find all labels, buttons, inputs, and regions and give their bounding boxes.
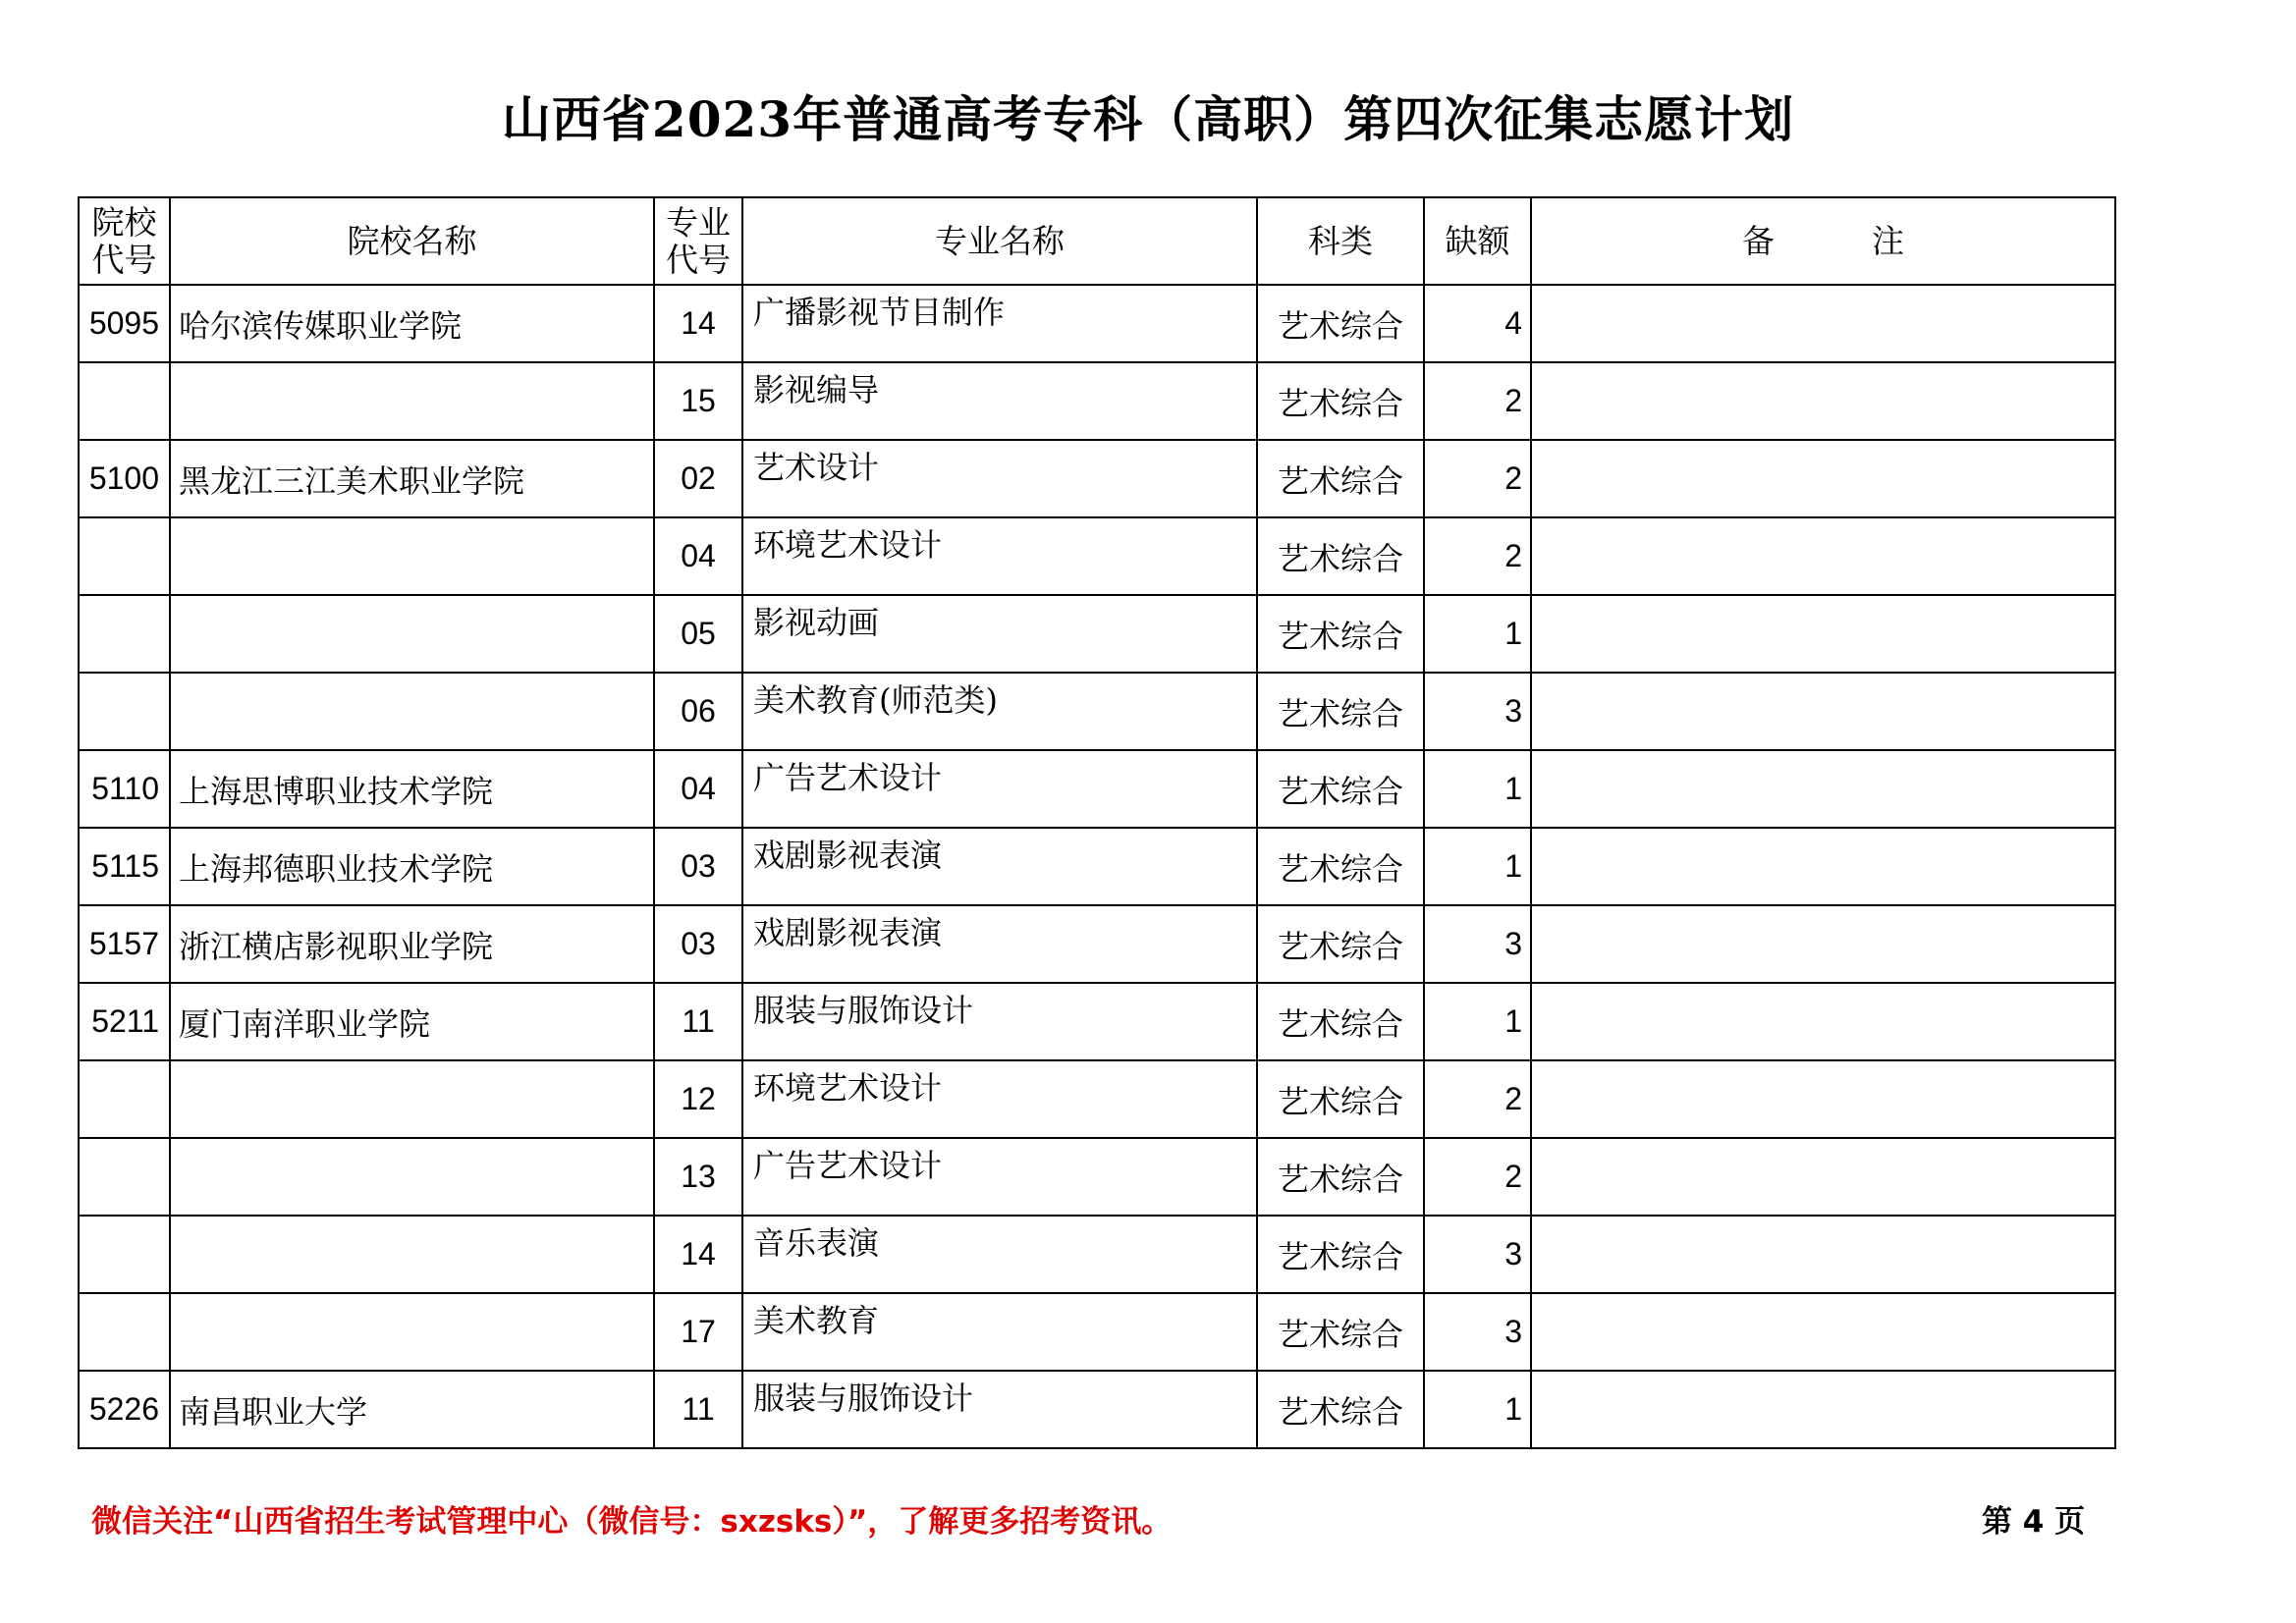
major-code-cell: 04 (654, 750, 742, 828)
major-code-cell: 03 (654, 905, 742, 983)
major-code-cell: 02 (654, 440, 742, 517)
header-vacancies: 缺额 (1424, 197, 1531, 285)
category-cell: 艺术综合 (1257, 1371, 1424, 1448)
header-major-code: 专业 代号 (654, 197, 742, 285)
vacancies-cell: 3 (1424, 673, 1531, 750)
header-school-name: 院校名称 (170, 197, 654, 285)
table-row (79, 595, 2115, 673)
vacancies-cell: 2 (1424, 1138, 1531, 1216)
school-code-cell (79, 595, 170, 673)
major-name-cell: 广告艺术设计 (742, 1138, 1257, 1216)
vacancies-cell: 2 (1424, 362, 1531, 440)
school-name-cell: 厦门南洋职业学院 (170, 983, 654, 1060)
table-row (79, 440, 2115, 517)
note-cell (1531, 1216, 2115, 1293)
major-code-cell: 14 (654, 1216, 742, 1293)
major-code-cell: 12 (654, 1060, 742, 1138)
school-code-cell (79, 1216, 170, 1293)
major-name-cell: 环境艺术设计 (742, 517, 1257, 595)
school-name-cell (170, 1293, 654, 1371)
table-row (79, 983, 2115, 1060)
header-note: 备 注 (1531, 197, 2115, 285)
major-code-cell: 17 (654, 1293, 742, 1371)
category-cell: 艺术综合 (1257, 595, 1424, 673)
header-school-code: 院校 代号 (79, 197, 170, 285)
table-row (79, 750, 2115, 828)
vacancies-cell: 1 (1424, 750, 1531, 828)
vacancies-cell: 1 (1424, 1371, 1531, 1448)
note-cell (1531, 828, 2115, 905)
school-code-cell: 5157 (79, 905, 170, 983)
table-row (79, 828, 2115, 905)
enrollment-plan-table (78, 196, 2116, 1449)
vacancies-cell: 3 (1424, 905, 1531, 983)
note-cell (1531, 1060, 2115, 1138)
major-name-cell: 美术教育 (742, 1293, 1257, 1371)
vacancies-cell: 2 (1424, 440, 1531, 517)
major-code-cell: 05 (654, 595, 742, 673)
school-name-cell (170, 1138, 654, 1216)
note-cell (1531, 1371, 2115, 1448)
category-cell: 艺术综合 (1257, 517, 1424, 595)
page-title: 山西省2023年普通高考专科（高职）第四次征集志愿计划 (501, 90, 1795, 148)
major-name-cell: 影视动画 (742, 595, 1257, 673)
table-row (79, 517, 2115, 595)
category-cell: 艺术综合 (1257, 828, 1424, 905)
table-row (79, 905, 2115, 983)
school-name-cell (170, 1060, 654, 1138)
category-cell: 艺术综合 (1257, 750, 1424, 828)
school-name-cell (170, 595, 654, 673)
major-name-cell: 戏剧影视表演 (742, 905, 1257, 983)
category-cell: 艺术综合 (1257, 983, 1424, 1060)
school-name-cell (170, 673, 654, 750)
table-row (79, 1216, 2115, 1293)
major-name-cell: 服装与服饰设计 (742, 1371, 1257, 1448)
school-code-cell (79, 517, 170, 595)
table-row (79, 1293, 2115, 1371)
category-cell: 艺术综合 (1257, 1216, 1424, 1293)
note-cell (1531, 517, 2115, 595)
note-cell (1531, 595, 2115, 673)
major-name-cell: 广告艺术设计 (742, 750, 1257, 828)
major-code-cell: 03 (654, 828, 742, 905)
note-cell (1531, 440, 2115, 517)
school-name-cell: 黑龙江三江美术职业学院 (170, 440, 654, 517)
vacancies-cell: 3 (1424, 1216, 1531, 1293)
note-cell (1531, 285, 2115, 362)
major-name-cell: 音乐表演 (742, 1216, 1257, 1293)
school-name-cell: 上海邦德职业技术学院 (170, 828, 654, 905)
school-code-cell: 5110 (79, 750, 170, 828)
vacancies-cell: 1 (1424, 595, 1531, 673)
note-cell (1531, 750, 2115, 828)
school-code-cell: 5100 (79, 440, 170, 517)
major-name-cell: 戏剧影视表演 (742, 828, 1257, 905)
wechat-notice: 微信关注“山西省招生考试管理中心（微信号：sxzsks）”，了解更多招考资讯。 (91, 1504, 1173, 1540)
table-row (79, 673, 2115, 750)
vacancies-cell: 1 (1424, 828, 1531, 905)
note-cell (1531, 1293, 2115, 1371)
major-code-cell: 11 (654, 983, 742, 1060)
major-code-cell: 06 (654, 673, 742, 750)
header-category: 科类 (1257, 197, 1424, 285)
school-code-cell: 5211 (79, 983, 170, 1060)
school-name-cell: 哈尔滨传媒职业学院 (170, 285, 654, 362)
school-code-cell (79, 1060, 170, 1138)
major-name-cell: 美术教育(师范类) (742, 673, 1257, 750)
category-cell: 艺术综合 (1257, 362, 1424, 440)
school-code-cell (79, 1138, 170, 1216)
school-name-cell (170, 362, 654, 440)
major-code-cell: 14 (654, 285, 742, 362)
major-code-cell: 11 (654, 1371, 742, 1448)
table-row (79, 1371, 2115, 1448)
vacancies-cell: 1 (1424, 983, 1531, 1060)
table-row (79, 1138, 2115, 1216)
category-cell: 艺术综合 (1257, 1138, 1424, 1216)
category-cell: 艺术综合 (1257, 905, 1424, 983)
note-cell (1531, 362, 2115, 440)
note-cell (1531, 673, 2115, 750)
vacancies-cell: 3 (1424, 1293, 1531, 1371)
note-cell (1531, 1138, 2115, 1216)
school-code-cell (79, 673, 170, 750)
major-name-cell: 服装与服饰设计 (742, 983, 1257, 1060)
school-name-cell (170, 517, 654, 595)
school-code-cell: 5115 (79, 828, 170, 905)
page-number: 第 4 页 (1982, 1504, 2086, 1540)
major-name-cell: 环境艺术设计 (742, 1060, 1257, 1138)
table-header-row (79, 197, 2115, 285)
school-name-cell (170, 1216, 654, 1293)
major-name-cell: 影视编导 (742, 362, 1257, 440)
note-cell (1531, 905, 2115, 983)
table-row (79, 285, 2115, 362)
major-name-cell: 艺术设计 (742, 440, 1257, 517)
major-code-cell: 13 (654, 1138, 742, 1216)
vacancies-cell: 4 (1424, 285, 1531, 362)
vacancies-cell: 2 (1424, 517, 1531, 595)
note-cell (1531, 983, 2115, 1060)
school-name-cell: 浙江横店影视职业学院 (170, 905, 654, 983)
category-cell: 艺术综合 (1257, 673, 1424, 750)
school-name-cell: 上海思博职业技术学院 (170, 750, 654, 828)
school-code-cell (79, 362, 170, 440)
major-code-cell: 04 (654, 517, 742, 595)
category-cell: 艺术综合 (1257, 285, 1424, 362)
school-code-cell (79, 1293, 170, 1371)
major-code-cell: 15 (654, 362, 742, 440)
table-row (79, 362, 2115, 440)
school-name-cell: 南昌职业大学 (170, 1371, 654, 1448)
school-code-cell: 5095 (79, 285, 170, 362)
category-cell: 艺术综合 (1257, 440, 1424, 517)
category-cell: 艺术综合 (1257, 1060, 1424, 1138)
category-cell: 艺术综合 (1257, 1293, 1424, 1371)
table-row (79, 1060, 2115, 1138)
header-major-name: 专业名称 (742, 197, 1257, 285)
major-name-cell: 广播影视节目制作 (742, 285, 1257, 362)
vacancies-cell: 2 (1424, 1060, 1531, 1138)
school-code-cell: 5226 (79, 1371, 170, 1448)
